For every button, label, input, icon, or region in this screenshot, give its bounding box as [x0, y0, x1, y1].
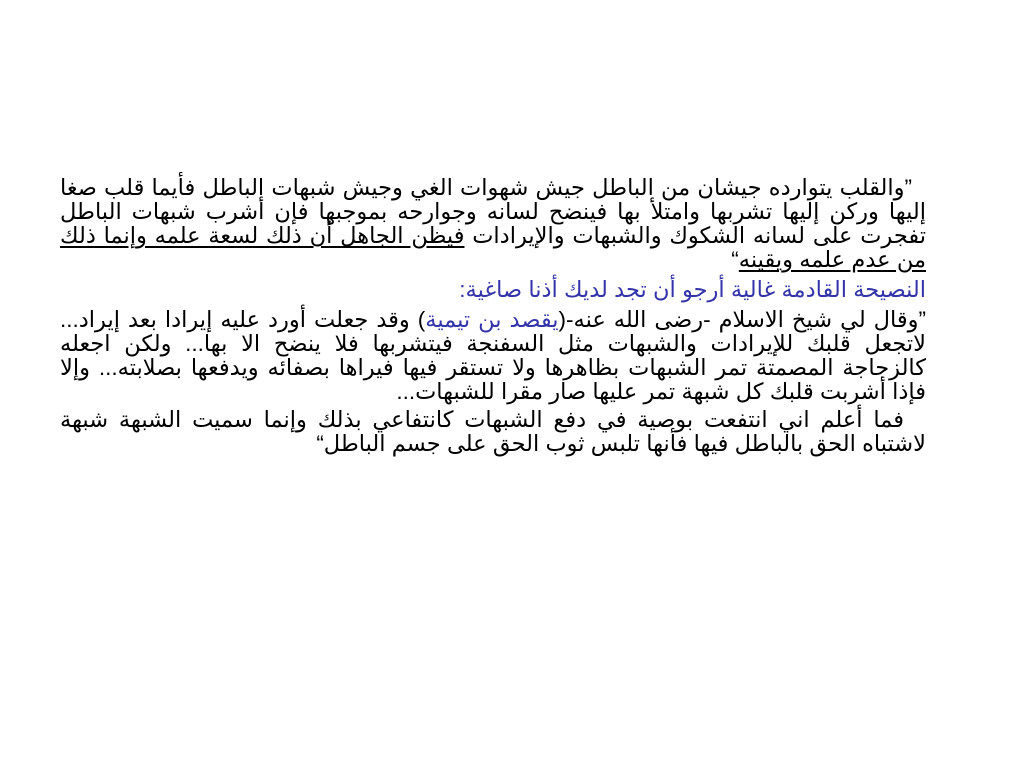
- quote-text-rest: ) وقد جعلت أورد عليه إيرادا بعد إيراد... لاتجعل قلبك للإيرادات والشبهات مثل السفنجة فيتشربها فلا ينضح الا بها... ولكن اجعله كالزجاجة المصمتة تمر الشبهات بظاهرها ولا تستقر فيها فيراها بصفائه ويدفعها بصلابته... وإلا فإذا أشربت قلبك كل شبهة تمر عليها صار مقرا للشبهات...: [60, 307, 926, 404]
- quote-text: ”والقلب يتوارده جيشان من الباطل جيش شهوات الغي وجيش شبهات الباطل فأيما قلب صغا إليها وركن إليها تشربها وامتلأ بها فينضح لسانه وجوارحه بموجبها فإن أشرب شبهات الباطل تفجرت على لسانه الشكوك والشبهات والإيرادات: [60, 175, 926, 248]
- quote-paragraph-sheikh: [60, 308, 926, 404]
- quote-text-start: ”وقال لي شيخ الاسلام -رضى الله عنه-(: [558, 307, 926, 332]
- advice-heading: النصيحة القادمة غالية أرجو أن تجد لديك أذنا صاغية:: [459, 277, 926, 302]
- quote-paragraph-benefit: فما أعلم اني انتفعت بوصية في دفع الشبهات كانتفاعي بذلك وإنما سميت الشبهة شبهة لاشتباه الحق بالباطل فيها فأنها تلبس ثوب الحق على جسم الباطل“: [60, 407, 926, 456]
- quote-paragraph-heart: [60, 176, 926, 272]
- underlined-quote-text: فيظن الجاهل أن ذلك لسعة علمه وإنما ذلك من عدم علمه ويقينه: [60, 223, 926, 272]
- highlighted-note: يقصد بن تيمية: [425, 307, 559, 332]
- closing-quote-mark: “: [731, 247, 739, 272]
- slide-text-body: [60, 176, 926, 456]
